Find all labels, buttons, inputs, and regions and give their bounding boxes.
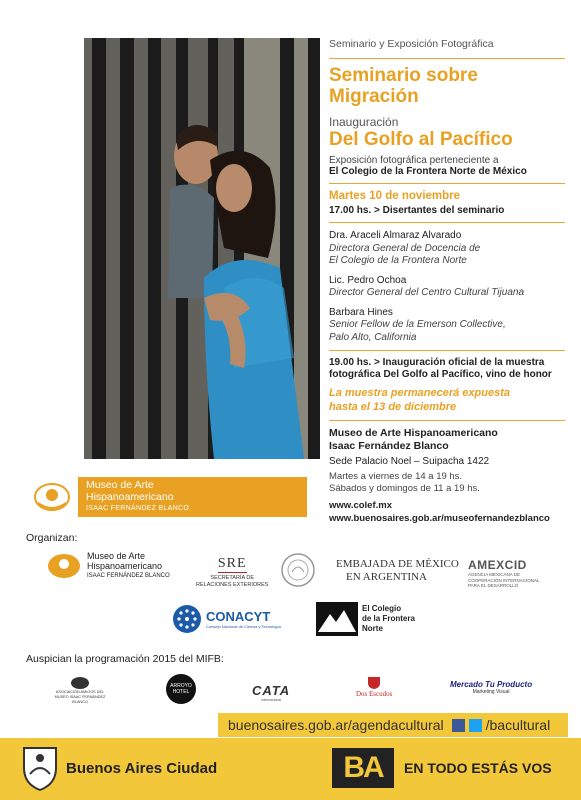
divider [329, 350, 565, 351]
cata-sub: Internacional [261, 698, 282, 702]
museo-logo [46, 551, 170, 581]
city-name: Buenos Aires Ciudad [66, 760, 218, 777]
speaker-role: Palo Alto, California [329, 331, 417, 343]
speaker-role: Senior Fellow de la Emerson Collective, [329, 319, 506, 330]
footer [0, 738, 581, 800]
arroyo-hotel-text: ARROYO HOTEL [166, 674, 196, 704]
exhibition-dates: La muestra permanecerá expuesta [329, 387, 510, 399]
museo-logo-line3: ISAAC FERNÁNDEZ BLANCO [87, 573, 170, 579]
amexcid-line1: AGENCIA MEXICANA DE [468, 572, 521, 577]
venue-hours: Martes a viernes de 14 a 19 hs. [329, 471, 463, 482]
venue-name: Museo de Arte Hispanoamericano [329, 427, 498, 439]
embajada-logo [336, 558, 459, 584]
city-shield-icon [20, 744, 60, 792]
speaker-1 [329, 230, 565, 268]
speaker-3 [329, 307, 565, 345]
speaker-role: Directora General de Docencia de [329, 242, 481, 254]
twitter-handle[interactable]: /bacultural [485, 717, 551, 733]
venue-name-2: Isaac Fernández Blanco [329, 440, 449, 452]
conacyt-logo [172, 604, 281, 634]
cata-text: CATA [252, 683, 291, 698]
sre-abbr: SRE [217, 556, 247, 571]
slot-1: 17.00 hs. > Disertantes del seminario [329, 205, 505, 216]
sre-line1: SECRETARÍA DE [210, 575, 255, 581]
footer-slogan: EN TODO ESTÁS VOS [404, 760, 552, 776]
museum-banner [26, 477, 307, 517]
museum-banner-line3: ISAAC FERNÁNDEZ BLANCO [86, 505, 190, 512]
speaker-name: Barbara Hines [329, 306, 393, 318]
mercado-sub: Marketing Visual [472, 689, 510, 695]
colef-line3: Norte [362, 624, 383, 633]
sponsor-cata [252, 683, 290, 702]
divider [329, 58, 565, 59]
sponsor-amigos [50, 676, 110, 705]
organizers-label: Organizan: [26, 532, 78, 544]
amexcid-line3: PARA EL DESARROLLO [468, 583, 519, 588]
event-info [329, 38, 565, 525]
mexico-seal-icon [278, 552, 318, 588]
sre-line2: RELACIONES EXTERIORES [196, 582, 269, 588]
embajada-line2: EN ARGENTINA [346, 571, 427, 583]
divider [329, 420, 565, 421]
colef-mountain-icon [316, 602, 358, 636]
speaker-name: Dra. Araceli Almaraz Alvarado [329, 230, 462, 241]
event-date: Martes 10 de noviembre [329, 190, 461, 202]
museum-banner-line2: Hispanoamericano [86, 491, 174, 503]
agenda-link[interactable]: buenosaires.gob.ar/agendacultural [228, 717, 444, 733]
amigos-emblem-icon [70, 676, 90, 690]
inauguration-label: Inauguración [329, 115, 399, 129]
sponsors-label: Auspician la programación 2015 del MIFB: [26, 653, 224, 665]
museo-logo-line1: Museo de Arte [87, 551, 146, 561]
sponsor-dos-escudos [356, 676, 392, 698]
venue-hours-2: Sábados y domingos de 11 a 19 hs. [329, 483, 480, 494]
agenda-bar [218, 713, 568, 737]
sre-logo [196, 556, 268, 589]
embajada-line1: EMBAJADA DE MÉXICO [336, 558, 459, 570]
twitter-icon[interactable] [469, 719, 482, 732]
speaker-role: El Colegio de la Frontera Norte [329, 255, 467, 266]
sponsor-arroyo [166, 674, 196, 704]
colef-link[interactable]: www.colef.mx [329, 500, 392, 511]
speaker-2 [329, 275, 565, 300]
exhibition-photo [84, 38, 320, 459]
exhibition-description: Exposición fotográfica perteneciente a [329, 155, 499, 166]
slot-2: 19.00 hs. > Inauguración oficial de la muestra [329, 357, 545, 368]
speaker-name: Lic. Pedro Ochoa [329, 274, 407, 286]
seminar-title-2: Migración [329, 86, 419, 107]
exhibition-dates-2: hasta el 13 de diciembre [329, 401, 457, 413]
shield-icon [367, 676, 381, 690]
dos-escudos-text: Dos Escudos [356, 690, 393, 698]
exhibition-title: Del Golfo al Pacífico [329, 129, 513, 150]
mercado-text: Mercado Tu Producto [450, 680, 533, 689]
seminar-title: Seminario sobre [329, 65, 478, 86]
museum-banner-line1: Museo de Arte [86, 479, 154, 491]
slot-2-cont: fotográfica Del Golfo al Pacífico, vino de honor [329, 369, 552, 380]
colef-logo [316, 602, 415, 636]
speaker-role: Director General del Centro Cultural Tijuana [329, 287, 524, 298]
museum-emblem-icon [26, 477, 78, 517]
colef-line1: El Colegio [362, 604, 402, 613]
divider [329, 222, 565, 223]
museum-banner-text [78, 479, 189, 515]
museo-logo-line2: Hispanoamericano [87, 561, 163, 571]
venue-address: Sede Palacio Noel – Suipacha 1422 [329, 456, 490, 467]
facebook-icon[interactable] [452, 719, 465, 732]
sponsor-amigos-text: ASOCIACIÓN AMIGOS DEL MUSEO ISAAC FERNÁNDEZ BLANCO [54, 690, 106, 704]
divider [329, 183, 565, 184]
amexcid-logo [468, 558, 540, 589]
conacyt-sub: Consejo Nacional de Ciencia y Tecnología [206, 624, 281, 629]
conacyt-icon [172, 604, 202, 634]
exhibition-org: El Colegio de la Frontera Norte de México [329, 166, 527, 177]
museum-link[interactable]: www.buenosaires.gob.ar/museofernandezblanco [329, 513, 550, 524]
amexcid-line2: COOPERACIÓN INTERNACIONAL [468, 577, 540, 583]
museum-emblem-icon [46, 551, 82, 581]
sponsor-mercado [450, 680, 532, 695]
ba-logo: BA [332, 748, 394, 788]
colef-line2: de la Frontera [362, 614, 415, 623]
event-kicker: Seminario y Exposición Fotográfica [329, 38, 494, 50]
amexcid-abbr: AMEXCID [468, 558, 527, 572]
conacyt-abbr: CONACYT [206, 609, 271, 624]
